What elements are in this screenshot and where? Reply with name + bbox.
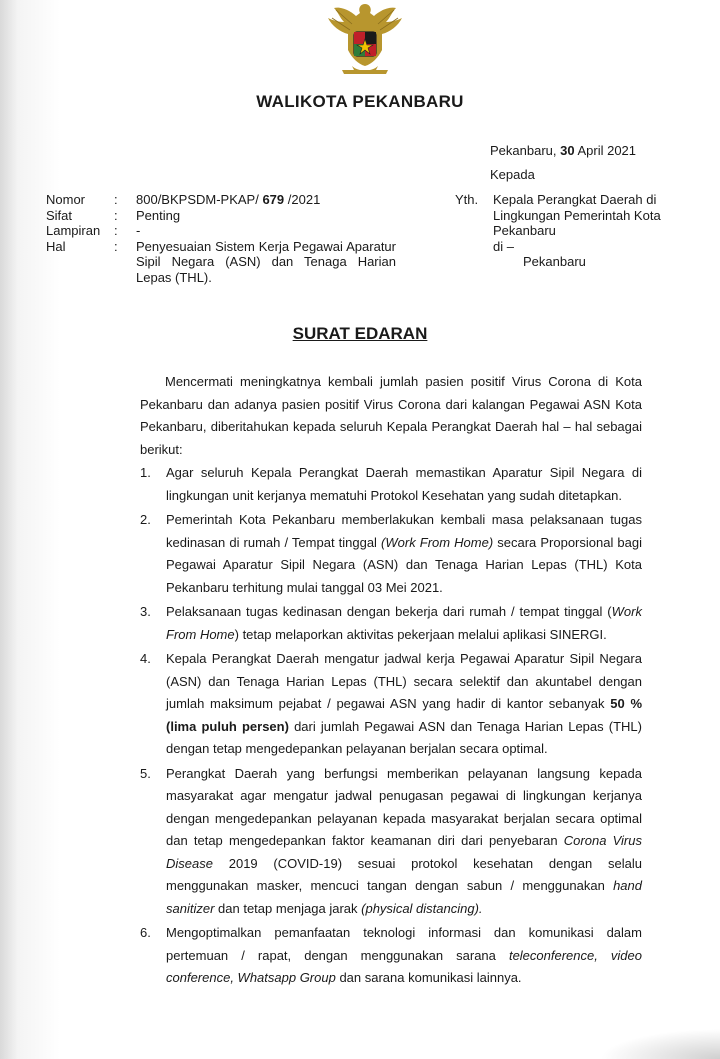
recipient-line: Pekanbaru — [493, 223, 556, 238]
intro-paragraph: Mencermati meningkatnya kembali jumlah pasien positif Virus Corona di Kota Pekanbaru dan adanya pasien positif Virus Corona dari kalangan Pegawai ASN Kota Pekanbaru, diberitahukan kepada seluruh Kepala Perangkat Daerah hal – hal sebagai berikut: — [140, 374, 642, 457]
recipient-line: Lingkungan Pemerintah Kota — [493, 207, 661, 223]
item-number: 2. — [140, 512, 151, 527]
item-text: Mengoptimalkan pemanfaatan teknologi informasi dan komunikasi dalam pertemuan / rapat, dengan menggunakan sarana — [166, 925, 642, 963]
lampiran-value: - — [136, 223, 141, 238]
item-text: Perangkat Daerah yang berfungsi memberikan pelayanan langsung kepada masyarakat agar mengatur jadwal penugasan pegawai di lingkungan kerjanya dengan mengedepankan pelayanan kepada masyarakat berjalan secara optimal dan tetap mengedepankan faktor keamanan diri dari penyebaran — [166, 765, 642, 848]
item-text: dan sarana komunikasi lainnya. — [335, 970, 522, 985]
hal-value: Penyesuaian Sistem Kerja Pegawai Aparatur Sipil Negara (ASN) dan Tenaga Harian Lepas (THL). — [136, 238, 396, 285]
item-italic: Work From Home — [166, 604, 642, 642]
nomor-value — [136, 192, 396, 208]
item-text: Kepala Perangkat Daerah mengatur jadwal kerja Pegawai Aparatur Sipil Negara (ASN) dan Tenaga Harian Lepas (THL) secara selektif dan akuntabel dengan jumlah maksimum pejabat / pegawai ASN yang hadir di kantor sebanyak — [166, 651, 642, 711]
item-italic: Corona Virus Disease — [166, 833, 642, 871]
points-list — [140, 462, 642, 990]
yth-label: Yth. — [455, 192, 479, 207]
item-text: Agar seluruh Kepala Perangkat Daerah memastikan Aparatur Sipil Negara di lingkungan unit kerjanya mematuhi Protokol Kesehatan yang sudah ditetapkan. — [166, 465, 642, 503]
sifat-label: Sifat — [46, 207, 73, 223]
item-italic: (physical distancing). — [361, 900, 483, 916]
nomor-number: 679 — [262, 192, 285, 207]
recipient-line: Kepala Perangkat Daerah di — [493, 192, 657, 207]
date-prefix: Pekanbaru, — [490, 143, 561, 158]
item-text: secara Proporsional bagi Pegawai Aparatur Sipil Negara (ASN) dan Tenaga Harian Lepas (THL) Kota Pekanbaru terhitung mulai tanggal 03 Mei 2021. — [166, 534, 643, 595]
item-text: ) tetap melaporkan aktivitas pekerjaan melalui aplikasi SINERGI. — [234, 626, 607, 642]
item-number: 6. — [140, 925, 151, 940]
item-bold: 50 % (lima puluh persen) — [166, 696, 642, 734]
item-number: 5. — [140, 765, 151, 781]
sifat-value: Penting — [136, 207, 181, 223]
recipient-line: di – — [493, 238, 514, 254]
hal-colon: : — [114, 238, 118, 254]
item-text: 2019 (COVID-19) sesuai protokol kesehatan dengan selalu menggunakan masker, mencuci tangan dengan sabun / menggunakan — [166, 855, 642, 893]
recipient-place: Pekanbaru — [523, 254, 586, 269]
list-item — [140, 922, 642, 990]
garuda-pancasila-emblem-icon — [322, 0, 408, 76]
item-number: 1. — [140, 465, 151, 480]
date-day: 30 — [560, 143, 575, 158]
item-italic: hand sanitizer — [166, 878, 642, 916]
nomor-label: Nomor — [46, 192, 86, 207]
list-item — [140, 462, 642, 507]
item-text: dari jumlah Pegawai ASN dan Tenaga Harian Lepas (THL) dengan tetap mengedepankan pelayanan berjalan secara optimal. — [166, 718, 642, 756]
item-number: 4. — [140, 651, 151, 666]
item-italic: teleconference, video conference, Whatsapp Group — [166, 947, 642, 985]
nomor-suffix: /2021 — [284, 192, 321, 207]
sifat-colon: : — [114, 207, 118, 223]
recipient-address — [493, 192, 683, 270]
nomor-colon: : — [114, 192, 118, 207]
lampiran-label: Lampiran — [46, 223, 101, 238]
kepada-label: Kepada — [490, 167, 535, 182]
city-title: WALIKOTA PEKANBARU — [256, 92, 464, 111]
item-number: 3. — [140, 604, 151, 619]
item-italic: (Work From Home) — [381, 534, 494, 550]
list-item — [140, 648, 642, 761]
list-item — [140, 763, 642, 921]
document-title-text: SURAT EDARAN — [292, 324, 428, 343]
letter-meta — [46, 192, 396, 285]
lampiran-colon: : — [114, 223, 118, 238]
item-text: dan tetap menjaga jarak — [214, 900, 362, 916]
item-text: Pemerintah Kota Pekanbaru memberlakukan kembali masa pelaksanaan tugas kedinasan di rumah / Tempat tinggal — [166, 512, 642, 550]
letter-body — [140, 371, 642, 992]
date-rest: April 2021 — [574, 143, 637, 158]
list-item — [140, 509, 642, 599]
nomor-prefix: 800/BKPSDM-PKAP/ — [136, 192, 263, 207]
hal-label: Hal — [46, 238, 66, 254]
list-item — [140, 601, 642, 646]
document-title — [0, 324, 720, 344]
item-text: Pelaksanaan tugas kedinasan dengan bekerja dari rumah / tempat tinggal ( — [166, 604, 612, 619]
letter-date — [490, 143, 636, 158]
page-curl-shadow — [600, 1029, 720, 1059]
